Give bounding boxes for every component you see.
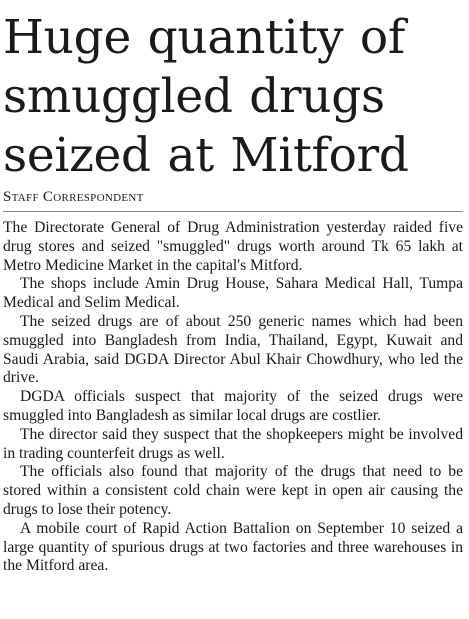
- headline-line-2: smuggled drugs: [3, 69, 385, 124]
- headline: [3, 8, 463, 185]
- paragraph-3: The seized drugs are of about 250 generic names which had been smuggled into Bangladesh from India, Thailand, Egypt, Kuwait and Saudi Arabia, said DGDA Director Abul Khair Chowdhury, who led the drive.: [3, 312, 463, 387]
- paragraph-4: DGDA officials suspect that majority of the seized drugs were smuggled into Bangladesh as similar local drugs are costlier.: [3, 388, 463, 424]
- headline-line-3: seized at Mitford: [3, 128, 409, 183]
- article-body: [3, 219, 463, 576]
- headline-line-1: Huge quantity of: [3, 10, 405, 65]
- paragraph-2: The shops include Amin Drug House, Sahara Medical Hall, Tumpa Medical and Selim Medical.: [3, 275, 463, 312]
- paragraph-7: A mobile court of Rapid Action Battalion on September 10 seized a large quantity of spurious drugs at two factories and three warehouses in the Mitford area.: [3, 519, 463, 575]
- paragraph-5: The director said they suspect that the shopkeepers might be involved in trading counterfeit drugs as well.: [3, 425, 463, 462]
- paragraph-1: The Directorate General of Drug Administration yesterday raided five drug stores and seized "smuggled" drugs worth around Tk 65 lakh at Metro Medicine Market in the capital's Mitford.: [3, 219, 463, 274]
- byline: Staff Correspondent: [3, 188, 463, 212]
- paragraph-6: The officials also found that majority of the drugs that need to be stored within a consistent cold chain were kept in open air causing the drugs to lose their potency.: [3, 463, 463, 518]
